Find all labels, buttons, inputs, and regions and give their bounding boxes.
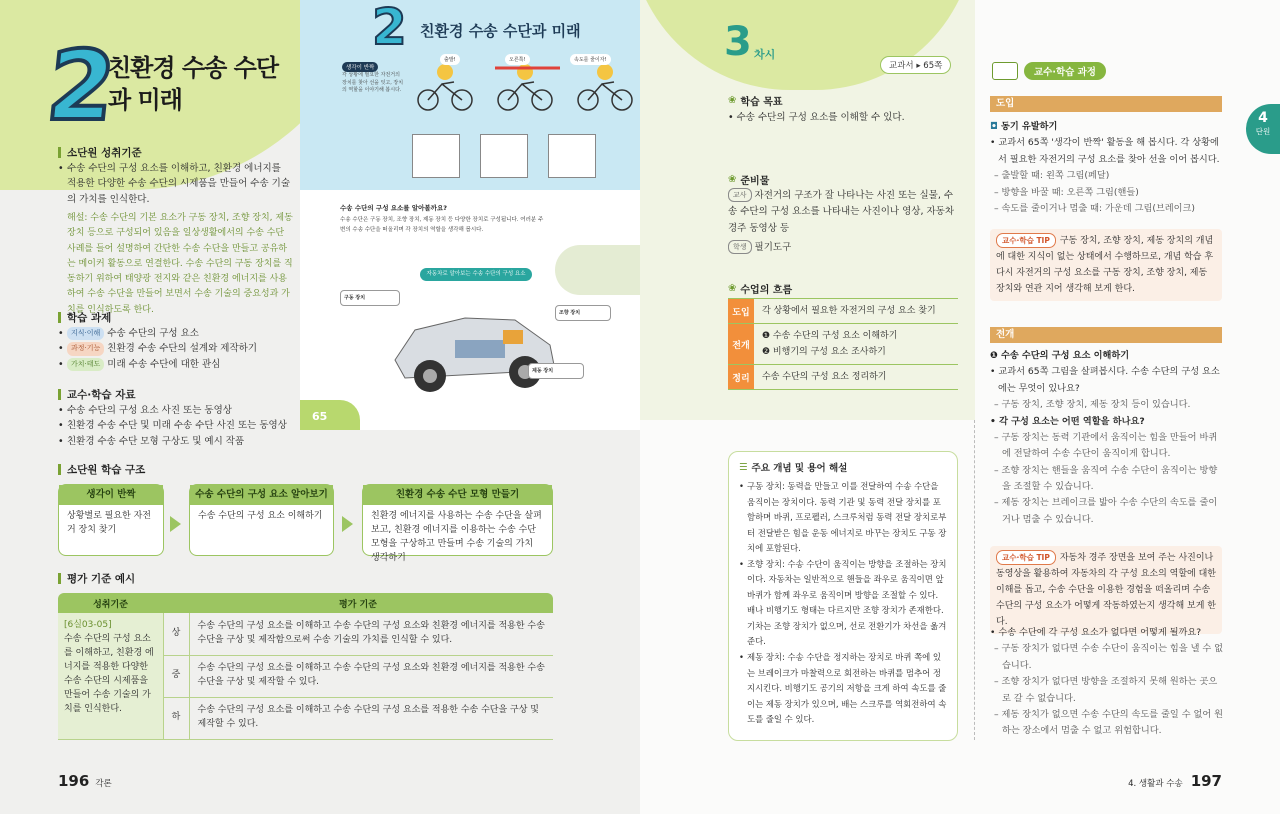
- insert-unit-number: 2: [372, 0, 407, 56]
- arrow-right-icon: [342, 516, 353, 532]
- concept-list: [739, 479, 947, 728]
- tip-box: 교수·학습 TIP 구동 장치, 조향 장치, 제동 장치의 개념에 대한 지식이 없는 상태에서 수행하므로, 개념 학습 후 다시 자전거의 구성 요소를 구동 장치, 조향 장치, 제동 장치와 연관 지어 생각해 보게 한다.: [990, 229, 1222, 301]
- eval-col-standard: 평가 기준: [163, 593, 553, 613]
- structure-box-2: [189, 484, 334, 556]
- structure-box-body: 친환경 에너지를 사용하는 수송 수단을 살펴보고, 친환경 에너지를 이용하는 수송 수단 모형을 구상하고 만들며 수송 기술의 가치 생각하기: [371, 511, 542, 563]
- unit-title: 친환경 수송 수단과 미래: [108, 54, 278, 115]
- column-divider: [974, 420, 975, 740]
- page-number-left: 196 각론: [58, 772, 112, 790]
- task-item: • 과정·기능 친환경 수송 수단의 설계와 제작하기: [58, 341, 298, 356]
- eval-desc: 수송 수단의 구성 요소를 이해하고 수송 수단의 구성 요소와 친환경 에너지를 적용한 수송 수단을 구상 및 제작할 수 있다.: [189, 655, 553, 697]
- steering-label-box: 조향 장치: [555, 305, 611, 321]
- eval-level: 중: [163, 655, 189, 697]
- unit-number: 2: [42, 30, 121, 142]
- period-number: 3: [724, 19, 752, 65]
- unit-side-tab: 4 단원: [1246, 104, 1280, 154]
- material-item: • 친환경 수송 수단 모형 구상도 및 예시 작품: [58, 434, 298, 449]
- brake-label-box: 제동 장치: [528, 363, 584, 379]
- materials-list: [58, 403, 298, 449]
- achievement-list: [58, 161, 293, 207]
- lesson-flow-table: [728, 298, 958, 390]
- speech-bubble: 속도를 줄이자!: [570, 54, 611, 65]
- handle-photo: [548, 134, 596, 178]
- eval-criteria-cell: [6실03-05] 수송 수단의 구성 요소를 이해하고, 친환경 에너지를 적용한 다양한 수송 수단의 시제품을 만들어 수송 기술의 가치를 인식한다.: [58, 613, 163, 739]
- eval-level: 상: [163, 613, 189, 655]
- dev-section-2: • 수송 수단에 각 구성 요소가 없다면 어떻게 될까요? – 구동 장치가 없다면 수송 수단이 움직이는 힘을 낼 수 없습니다. – 조향 장치가 없다면 방향을 조절하지 못해 원하는 곳으로 갈 수 없습니다. – 제동 장치가 없으면 수송 수단의 속도를 줄일 수 없어 원하는 장소에서 멈출 수 없고 위험합니다.: [990, 627, 1224, 737]
- drive-label-box: 구동 장치: [340, 290, 400, 306]
- structure-heading: 소단원 학습 구조: [58, 462, 145, 477]
- flow-heading: ❀ 수업의 흐름: [728, 283, 793, 296]
- achievement-note: 해설: 수송 수단의 기본 요소가 구동 장치, 조향 장치, 제동 장치 등으로 구성되어 있음을 일상생활에서의 수송 수단 사례를 들어 설명하여 간단한 수송 수단을 만들고 공유하는 메이커 활동으로 연결한다. 수송 수단의 구동 장치를 직동하기 위하여 태양광 전지와 같은 친환경 에너지를 사용하여 수송 수단을 만들어 보면서 수송 기술의 중요성과 가치를 인식하도록 한다.: [67, 213, 293, 315]
- achievement-heading: 소단원 성취기준: [58, 145, 142, 160]
- concept-item: • 구동 장치: 동력을 만들고 이를 전달하여 수송 수단을 움직이는 장치이다. 동력 기관 및 동력 전달 장치를 포함하며 바퀴, 프로펠러, 스크루처럼 동력 전달 장치로부터 전달받은 힘을 운동 에너지로 바꾸는 장치도 구동 장치에 포함된다.: [739, 479, 947, 557]
- tasks-list: [58, 326, 298, 372]
- insert-think-text: 각 상황에 필요한 자전거의 장치를 찾아 선을 잇고, 장치의 역할을 이야기해 봅시다.: [342, 72, 404, 93]
- insert-pill: 자동차로 알아보는 수송 수단의 구성 요소: [420, 268, 532, 281]
- page-number-right: 4. 생활과 수송 197: [1128, 772, 1222, 790]
- insert-page-tab: [300, 400, 360, 430]
- prep-teacher: 교사 자전거의 구조가 잘 나타나는 사진 또는 실물, 수송 수단의 구성 요소를 나타내는 사진이나 영상, 자동차 경주 동영상 등: [728, 190, 955, 234]
- prep-student: 학생 필기도구: [728, 240, 791, 256]
- eval-desc: 수송 수단의 구성 요소를 이해하고 수송 수단의 구성 요소를 적용한 수송 수단을 구상 및 제작할 수 있다.: [189, 697, 553, 739]
- period-suffix: 차시: [754, 48, 776, 61]
- flow-row: 정리 수송 수단의 구성 요소 정리하기: [728, 365, 958, 390]
- speech-bubble: 출발!: [440, 54, 460, 65]
- flow-row: 전개 ❶ 수송 수단의 구성 요소 이해하기 ❷ 비행기의 구성 요소 조사하기: [728, 324, 958, 365]
- right-page: [640, 0, 1280, 814]
- structure-box-title: 친환경 수송 수단 모형 만들기: [363, 485, 552, 505]
- dev-bar: 전개: [990, 327, 1222, 343]
- concept-item: • 제동 장치: 수송 수단을 정지하는 장치로 바퀴 쪽에 있는 브레이크가 마찰력으로 회전하는 바퀴를 멈추어 정지시킨다. 비행기도 공기의 저항을 크게 하여 속도를 줄이는 제동 장치가 있으며, 배는 스크루를 역회전하여 속도를 줄일 수 있다.: [739, 650, 947, 728]
- square-icon: ◘: [990, 121, 998, 132]
- flow-row: 도입 각 상황에서 필요한 자전거의 구성 요소 찾기: [728, 298, 958, 324]
- evaluation-table: [58, 593, 553, 740]
- evaluation-heading: 평가 기준 예시: [58, 571, 135, 586]
- insert-side-note: [555, 245, 645, 295]
- task-item: • 가치·태도 미래 수송 수단에 대한 관심: [58, 357, 298, 372]
- brake-photo: [480, 134, 528, 178]
- dev-section: ❶ 수송 수단의 구성 요소 이해하기 • 교과서 65쪽 그림을 살펴봅시다. 수송 수단의 구성 요소에는 무엇이 있나요? – 구동 장치, 조향 장치, 제동 장치 등이 있습니다. • 각 구성 요소는 어떤 역할을 하나요? – 구동 장치는 동력 기관에서 움직이는 힘을 만들어 바퀴에 전달하여 수송 수단이 움직이게 합니다. – 조향 장치는 핸들을 움직여 수송 수단이 움직이는 방향을 조절할 수 있습니다. – 제동 장치는 브레이크를 밟아 수송 수단의 속도를 줄이거나 멈출 수 있습니다.: [990, 350, 1220, 525]
- prep-heading: ❀ 준비물: [728, 174, 770, 187]
- concept-item: • 조향 장치: 수송 수단이 움직이는 방향을 조절하는 장치이다. 자동차는 일반적으로 핸들을 좌우로 움직이면 앞바퀴가 함께 좌우로 움직이며 방향을 조절할 수 있다. 배나 비행기도 형태는 다르지만 조향 장치가 존재한다. 기차는 조향 장치가 없으며, 선로 전환기가 차선을 옮겨 준다.: [739, 557, 947, 650]
- board-icon: [992, 62, 1018, 80]
- structure-box-1: [58, 484, 164, 556]
- tasks-heading: 학습 과제: [58, 310, 111, 325]
- structure-box-3: [362, 484, 553, 563]
- note-icon: ☰: [739, 461, 748, 473]
- eval-desc: 수송 수단의 구성 요소를 이해하고 수송 수단의 구성 요소와 친환경 에너지를 적용한 수송 수단을 구상 및 제작함으로써 수송 기술의 가치를 인식할 수 있다.: [189, 613, 553, 655]
- paw-icon: ❀: [728, 174, 737, 185]
- eval-col-criteria: 성취기준: [58, 593, 163, 613]
- tip-box: 교수·학습 TIP 자동차 경주 장면을 보여 주는 사진이나 동영상을 활용하여 자동차의 각 구성 요소의 역할에 대한 이해를 돕고, 수송 수단을 이용한 경험을 떠올리며 수송 수단의 구성 요소가 어떻게 작동하였는지 생각해 보게 한다.: [990, 546, 1222, 634]
- goal-heading: ❀ 학습 목표: [728, 95, 783, 108]
- insert-title: 친환경 수송 수단과 미래: [420, 22, 581, 40]
- structure-box-body: 수송 수단의 구성 요소 이해하기: [198, 511, 323, 521]
- insert-think-label: 생각이 반짝: [342, 62, 378, 72]
- material-item: • 친환경 수송 수단 및 미래 수송 수단 사진 또는 동영상: [58, 418, 298, 433]
- material-item: • 수송 수단의 구성 요소 사진 또는 동영상: [58, 403, 298, 418]
- paw-icon: ❀: [728, 283, 737, 294]
- concept-heading: ☰ 주요 개념 및 용어 해설: [739, 461, 848, 474]
- intro-bar: 도입: [990, 96, 1222, 112]
- arrow-right-icon: [170, 516, 181, 532]
- speech-bubble: 오른쪽!: [505, 54, 530, 65]
- goal-text: • 수송 수단의 구성 요소를 이해할 수 있다.: [728, 112, 905, 123]
- achievement-text: • 수송 수단의 구성 요소를 이해하고, 친환경 에너지를 적용한 다양한 수송 수단의 시제품을 만들어 수송 기술의 가치를 인식한다.: [58, 161, 293, 207]
- insert-question: 수송 수단의 구성 요소를 알아볼까요?: [340, 204, 448, 212]
- textbook-page-insert: [300, 0, 640, 430]
- concept-box: [728, 451, 958, 741]
- insert-paragraph: 수송 수단은 구동 장치, 조향 장치, 제동 장치 등 다양한 장치로 구성됩니다. 여러분 주변의 수송 수단을 떠올리며 각 장치의 역할을 생각해 봅시다.: [340, 217, 544, 233]
- intro-section: ◘ 동기 유발하기 • 교과서 65쪽 '생각이 반짝' 활동을 해 봅시다. 각 상황에서 필요한 자전거의 구성 요소를 찾아 선을 이어 봅시다. – 출발할 때: 왼쪽 그림(페달) – 방향을 바꿀 때: 오른쪽 그림(핸들) – 속도를 줄이거나 멈출 때: 가운데 그림(브레이크): [990, 121, 1220, 214]
- materials-heading: 교수·학습 자료: [58, 387, 136, 402]
- textbook-ref: 교과서 ▸ 65쪽: [880, 56, 951, 74]
- process-title: 교수·학습 과정: [992, 62, 1106, 80]
- insert-page-number: 65: [312, 410, 328, 423]
- car-cutaway-illustration: [385, 290, 565, 400]
- paw-icon: ❀: [728, 95, 737, 106]
- structure-box-title: 생각이 반짝: [59, 485, 163, 505]
- task-item: • 지식·이해 수송 수단의 구성 요소: [58, 326, 298, 341]
- structure-box-body: 상황별로 필요한 자전거 장치 찾기: [67, 511, 151, 535]
- structure-box-title: 수송 수단의 구성 요소 알아보기: [190, 485, 333, 505]
- pedal-photo: [412, 134, 460, 178]
- eval-level: 하: [163, 697, 189, 739]
